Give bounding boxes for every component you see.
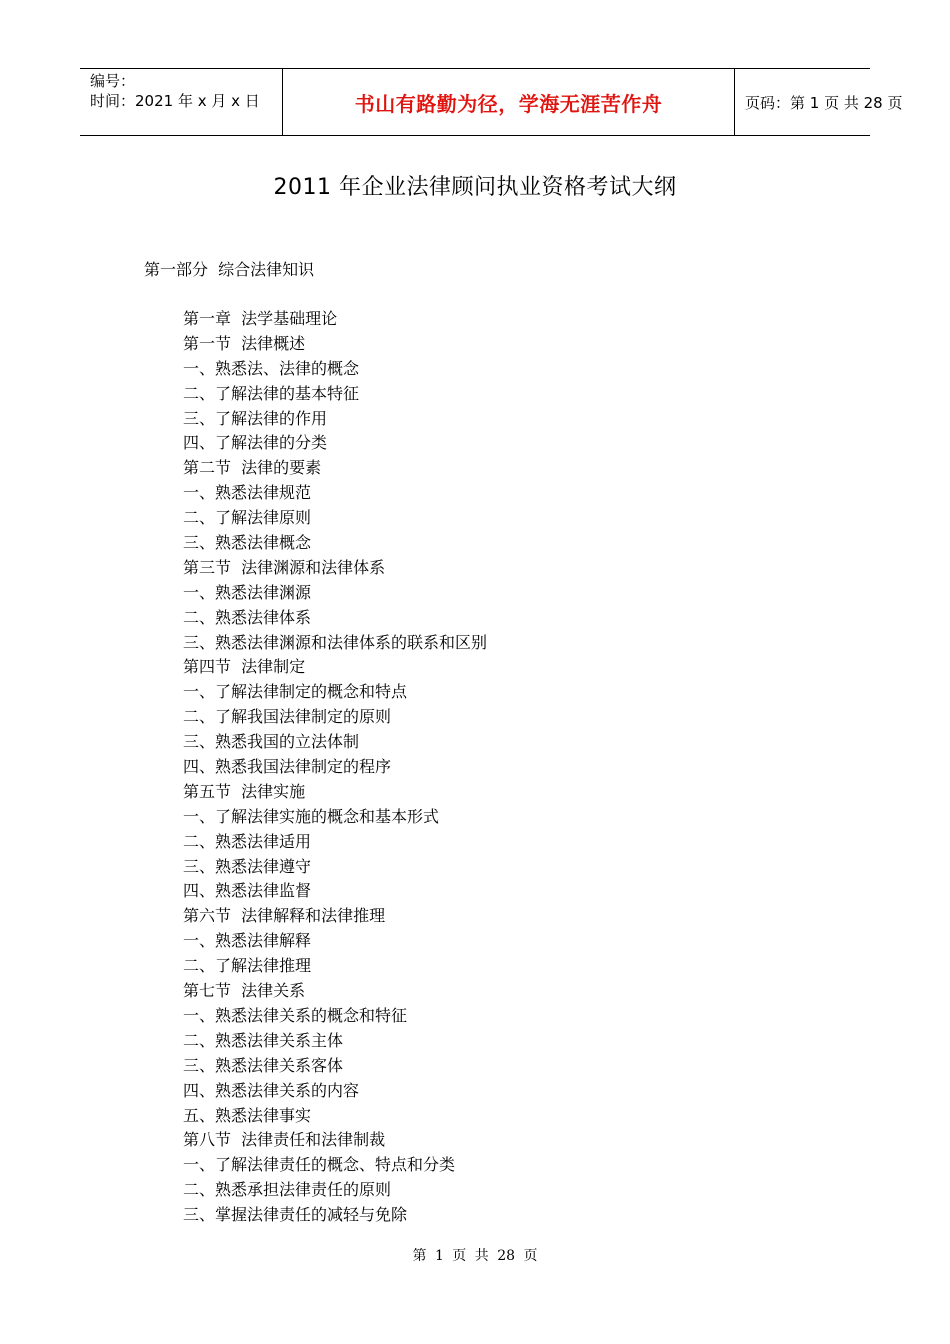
outline-item: 二、熟悉法律关系主体 [183,1030,344,1050]
outline-item: 三、掌握法律责任的减轻与免除 [183,1205,408,1225]
document-title: 2011 年企业法律顾问执业资格考试大纲 [273,175,677,200]
outline-item: 一、熟悉法律关系的概念和特征 [183,1005,408,1025]
outline-item: 一、了解法律实施的概念和基本形式 [183,806,440,826]
outline-item: 二、熟悉承担法律责任的原则 [183,1180,392,1200]
page-info-text: 页码：第 1 页 共 28 页 [745,93,903,112]
outline-item: 四、熟悉我国法律制定的程序 [183,757,392,777]
motto-text: 书山有路勤为径，学海无涯苦作舟 [354,91,663,116]
outline-item: 第七节 法律关系 [183,981,306,1001]
outline-item: 四、熟悉法律关系的内容 [183,1080,360,1100]
outline-item: 一、熟悉法、法律的概念 [183,358,360,378]
syllabus-outline [183,307,487,1228]
header-motto-cell [282,69,735,135]
outline-item: 第六节 法律解释和法律推理 [183,906,386,926]
outline-item: 第一节 法律概述 [183,333,306,353]
outline-item: 三、熟悉法律关系客体 [183,1055,344,1075]
outline-item: 第一章 法学基础理论 [183,309,338,328]
outline-item: 二、了解法律推理 [183,956,312,976]
outline-item: 一、熟悉法律规范 [183,483,312,503]
outline-item: 二、了解法律原则 [183,508,312,528]
outline-item: 三、熟悉我国的立法体制 [183,732,360,752]
number-label: 编号： [90,72,136,90]
outline-item: 三、熟悉法律渊源和法律体系的联系和区别 [183,632,488,652]
outline-item: 第五节 法律实施 [183,781,306,801]
outline-item: 四、了解法律的分类 [183,433,328,453]
outline-item: 二、熟悉法律适用 [183,831,312,851]
time-line: 时间：2021 年 x 月 x 日 [90,92,260,110]
outline-item: 一、了解法律责任的概念、特点和分类 [183,1155,456,1175]
outline-item: 五、熟悉法律事实 [183,1105,312,1125]
outline-item: 三、熟悉法律遵守 [183,856,312,876]
outline-item: 三、熟悉法律概念 [183,533,312,553]
outline-item: 第四节 法律制定 [183,657,306,677]
outline-item: 一、熟悉法律渊源 [183,582,312,602]
outline-item: 三、了解法律的作用 [183,408,328,428]
page-header [80,68,903,136]
outline-item: 第八节 法律责任和法律制裁 [183,1130,386,1150]
header-page-info [735,69,903,135]
outline-item: 一、熟悉法律解释 [183,931,312,951]
outline-item: 四、熟悉法律监督 [183,881,312,901]
outline-item: 一、了解法律制定的概念和特点 [183,682,408,702]
outline-item: 二、了解法律的基本特征 [183,383,360,403]
header-meta [80,69,282,135]
outline-item: 第三节 法律渊源和法律体系 [183,557,386,577]
outline-item: 二、了解我国法律制定的原则 [183,707,392,727]
outline-item: 第二节 法律的要素 [183,458,322,478]
outline-item: 二、熟悉法律体系 [183,607,312,627]
page-footer: 第 1 页 共 28 页 [412,1248,538,1264]
part-heading: 第一部分 综合法律知识 [144,260,315,279]
